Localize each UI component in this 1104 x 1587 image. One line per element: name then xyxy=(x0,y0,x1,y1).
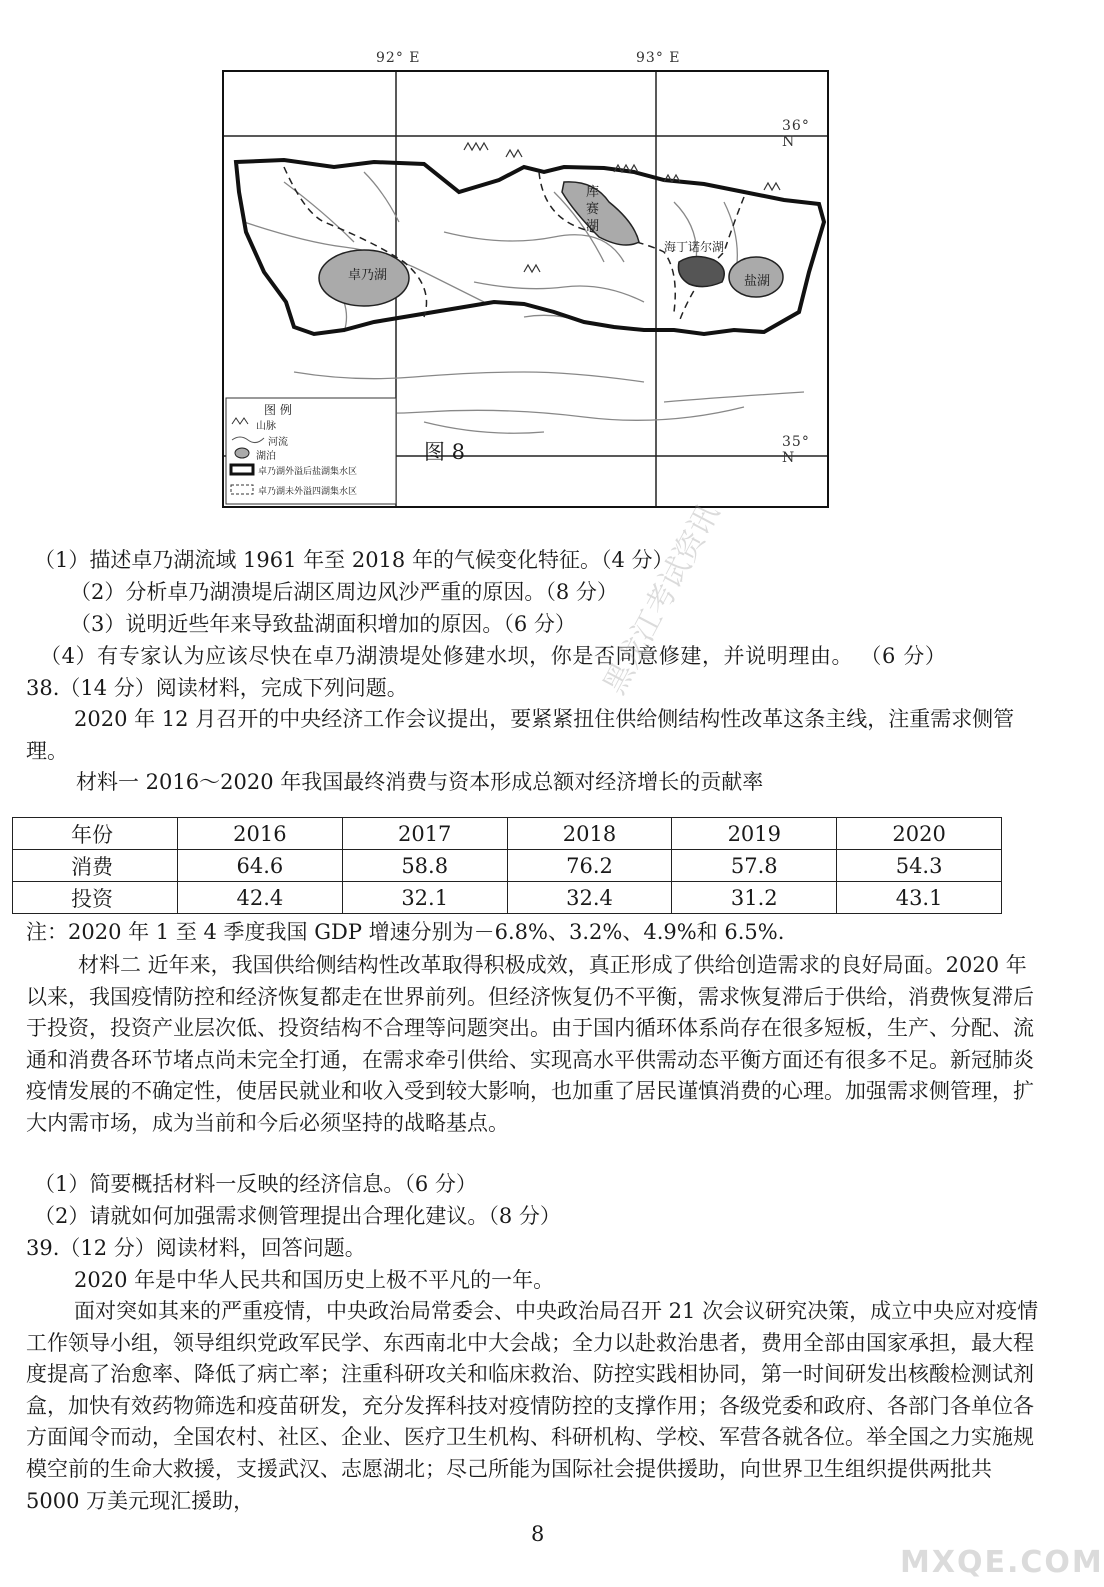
material-1-title: 材料一 2016～2020 年我国最终消费与资本形成总额对经济增长的贡献率 xyxy=(76,770,764,794)
lon-93-label: 93° E xyxy=(636,50,681,66)
map-figure xyxy=(222,50,829,508)
legend-river-label: 河流 xyxy=(268,437,288,448)
table-cell: 消费 xyxy=(13,850,178,882)
question-38-header: 38.（14 分）阅读材料，完成下列问题。 xyxy=(26,676,408,700)
table-header-cell: 2017 xyxy=(342,818,507,850)
question-38-2: （2）请就如何加强需求侧管理提出合理化建议。（8 分） xyxy=(34,1204,561,1228)
question-38-1: （1）简要概括材料一反映的经济信息。（6 分） xyxy=(34,1172,477,1196)
table-note: 注：2020 年 1 至 4 季度我国 GDP 增速分别为－6.8%、3.2%、4.9%和 6.5%. xyxy=(26,920,785,944)
legend-mountain-label: 山脉 xyxy=(256,421,276,432)
table-header-cell: 年份 xyxy=(13,818,178,850)
contribution-table xyxy=(12,817,1002,914)
question-37-1: （1）描述卓乃湖流域 1961 年至 2018 年的气候变化特征。（4 分） xyxy=(34,548,674,572)
legend-lake-label: 湖泊 xyxy=(256,451,276,462)
table-header-cell: 2019 xyxy=(672,818,837,850)
figure-label: 图 8 xyxy=(424,440,466,464)
table-cell: 58.8 xyxy=(342,850,507,882)
table-header-row xyxy=(13,818,1002,850)
material-2-text: 材料二 近年来，我国供给侧结构性改革取得积极成效，真正形成了供给创造需求的良好局面。2020 年以来，我国疫情防控和经济恢复都走在世界前列。但经济恢复仍不平衡，需求恢复滞后于供给，消费恢复滞后于投资，投资产业层次低、投资结构不合理等问题突出。由于国内循环体系尚存在很多短板，生产、分配、流通和消费各环节堵点尚未完全打通，在需求牵引供给、实现高水平供需动态平衡方面还有很多不足。新冠肺炎疫情发展的不确定性，使居民就业和收入受到较大影响，也加重了居民谨慎消费的心理。加强需求侧管理，扩大内需市场，成为当前和今后必须坚持的战略基点。 xyxy=(26,953,1034,1135)
haiding-lake xyxy=(678,256,724,286)
legend-title: 图 例 xyxy=(264,403,292,417)
question-39-body: 面对突如其来的严重疫情，中央政治局常委会、中央政治局召开 21 次会议研究决策，成立中央应对疫情工作领导小组，领导组织党政军民学、东西南北中大会战；全力以赴救治患者，费用全部由国家承担，最大程度提高了治愈率、降低了病亡率；注重科研攻关和临床救治、防控实践相协同，第一时间研发出核酸检测试剂盒，加快有效药物筛选和疫苗研发，充分发挥科技对疫情防控的支撑作用；各级党委和政府、各部门各单位各方面闻令而动，全国农村、社区、企业、医疗卫生机构、科研机构、学校、军营各就各位。举全国之力实施规模空前的生命大救援，支援武汉、志愿湖北；尽己所能为国际社会提供援助，向世界卫生组织提供两批共 5000 万美元现汇援助， xyxy=(26,1299,1039,1513)
table-cell: 57.8 xyxy=(672,850,837,882)
legend-solid-label: 卓乃湖外溢后盐湖集水区 xyxy=(258,467,358,477)
question-39-header: 39.（12 分）阅读材料，回答问题。 xyxy=(26,1236,366,1260)
table-cell: 54.3 xyxy=(837,850,1002,882)
table-row xyxy=(13,882,1002,914)
table-cell: 42.4 xyxy=(178,882,343,914)
saltlake-catchment-boundary xyxy=(236,160,824,334)
table-header-cell: 2018 xyxy=(507,818,672,850)
table-cell: 64.6 xyxy=(178,850,343,882)
table-cell: 32.4 xyxy=(507,882,672,914)
table-cell: 76.2 xyxy=(507,850,672,882)
table-cell: 31.2 xyxy=(672,882,837,914)
lat-35-label: 35° N xyxy=(782,434,810,466)
mountain-symbols xyxy=(464,143,780,272)
question-37-3: （3）说明近些年来导致盐湖面积增加的原因。（6 分） xyxy=(70,612,576,636)
question-37-2: （2）分析卓乃湖溃堤后湖区周边风沙严重的原因。（8 分） xyxy=(70,580,618,604)
yan-lake-label: 盐湖 xyxy=(744,274,771,289)
legend-lake-symbol xyxy=(235,448,249,458)
table-cell: 43.1 xyxy=(837,882,1002,914)
question-39-intro: 2020 年是中华人民共和国历史上极不平凡的一年。 xyxy=(74,1268,555,1292)
watermark-text: 黑龙江考试资讯 xyxy=(597,498,727,701)
legend-dashed-label: 卓乃湖未外溢四湖集水区 xyxy=(258,487,358,497)
question-38-intro: 2020 年 12 月召开的中央经济工作会议提出，要紧紧扭住供给侧结构性改革这条主线，注重需求侧管理。 xyxy=(26,707,1015,763)
page-number: 8 xyxy=(531,1522,545,1546)
dashed-boundary-2 xyxy=(539,172,675,312)
zhuonai-lake-label: 卓乃湖 xyxy=(348,268,388,283)
lon-92-label: 92° E xyxy=(376,50,421,66)
table-row xyxy=(13,850,1002,882)
table-header-cell: 2016 xyxy=(178,818,343,850)
watermark-logo: MXQE.COM xyxy=(900,1545,1104,1580)
question-37-4: （4）有专家认为应该尽快在卓乃湖溃堤处修建水坝，你是否同意修建，并说明理由。 （6 分） xyxy=(40,644,947,668)
table-cell: 32.1 xyxy=(342,882,507,914)
table-header-cell: 2020 xyxy=(837,818,1002,850)
lat-36-label: 36° N xyxy=(782,118,810,150)
map-canvas xyxy=(224,72,827,506)
haiding-lake-label: 海丁诺尔湖 xyxy=(664,240,725,254)
kusai-lake-label: 库赛湖 xyxy=(586,185,600,234)
table-cell: 投资 xyxy=(13,882,178,914)
